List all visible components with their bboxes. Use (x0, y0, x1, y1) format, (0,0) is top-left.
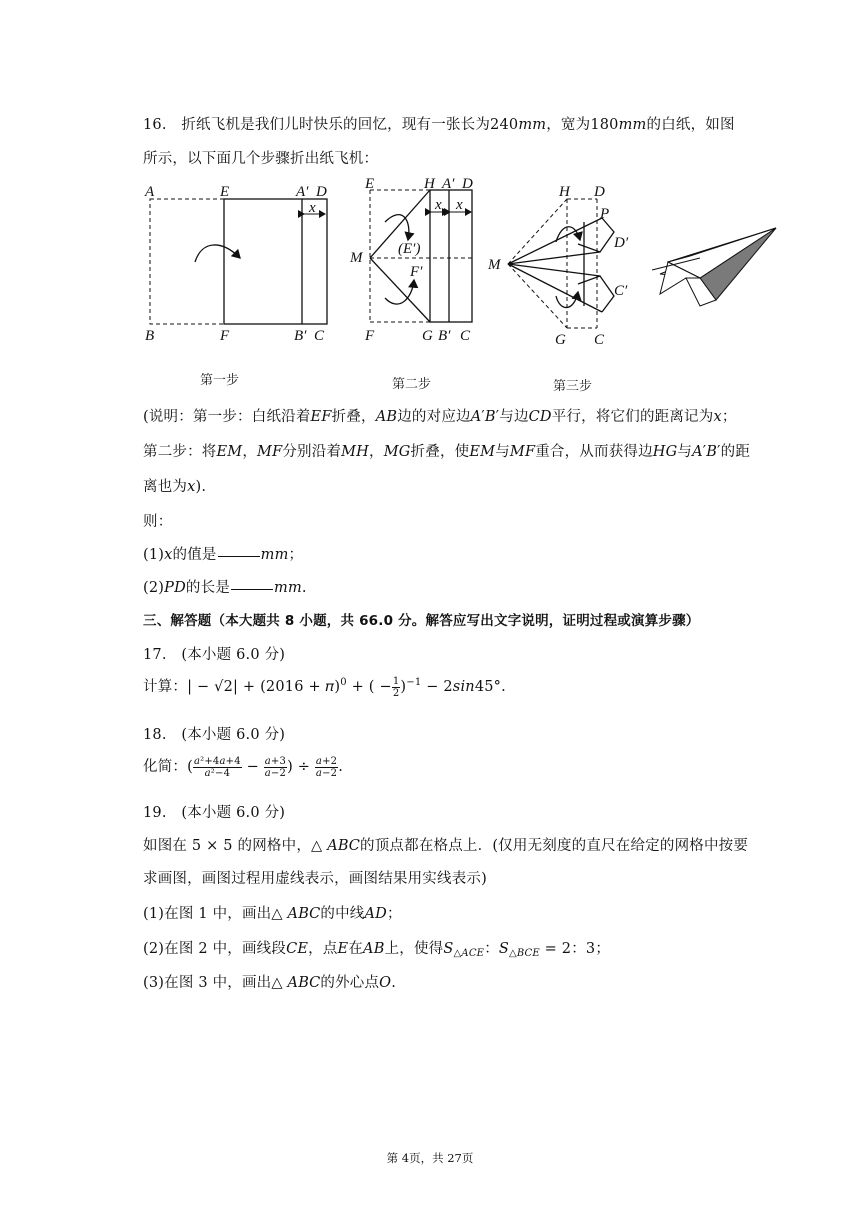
q17-term-b: + ( − (346, 679, 392, 695)
q18-fraction-2: $\frac{\text{𝑎+3}}{\text{𝑎−2}}$ (264, 755, 287, 779)
label-H: H (424, 176, 435, 192)
q19-item2-mid: ：𝑆 (484, 941, 510, 957)
label-G: G (422, 328, 433, 344)
q18-fraction-3: $\frac{\text{𝑎+2}}{\text{𝑎−2}}$ (315, 755, 338, 779)
q17-header: 17. (本小题 6.0 分) (143, 647, 286, 663)
label-F: F (365, 328, 375, 344)
q19-line1: 如图在 5 × 5 的网格中，△ 𝐴𝐵𝐶的顶点都在格点上．(仅用无刻度的直尺在给定的网格中按要 (143, 838, 749, 854)
q16-line1: 16. 折纸飞机是我们儿时快乐的回忆，现有一张长为240𝑚𝑚，宽为180𝑚𝑚的白纸，如图 (143, 117, 735, 133)
label-E: E (220, 184, 230, 200)
label-H: H (559, 184, 570, 200)
q19-line2: 求画图，画图过程用虚线表示，画图结果用实线表示) (143, 871, 487, 887)
step3-caption: 第三步 (553, 379, 593, 394)
q16-sub2 (143, 576, 307, 597)
q18-end: . (338, 759, 344, 775)
label-C: C (460, 328, 471, 344)
q19-item2-subscript-bce: △𝐵𝐶𝐸 (509, 948, 540, 959)
q17-term-c: ) (400, 679, 407, 695)
label-x: x (435, 197, 442, 213)
label-C: C (314, 328, 325, 344)
label-B-prime: B′ (294, 328, 307, 344)
q19-item1: (1)在图 1 中，画出△ 𝐴𝐵𝐶的中线𝐴𝐷； (143, 906, 402, 922)
step1-caption: 第一步 (200, 373, 240, 388)
label-D: D (316, 184, 327, 200)
label-G: G (555, 332, 566, 348)
q18-expression (143, 755, 343, 779)
q19-item2-ratio: = 2：3； (539, 941, 611, 957)
q17-exponent-zero: 0 (340, 677, 347, 688)
q16-sub1-prefix: (1)𝑥的值是 (143, 547, 217, 563)
label-D: D (594, 184, 605, 200)
q16-note-line3: 离也为𝑥). (143, 479, 207, 495)
label-C: C (594, 332, 605, 348)
q17-half-fraction: $\frac{1}{2}$ (392, 675, 400, 699)
step1-diagram (144, 184, 327, 388)
step3-diagram (487, 184, 629, 394)
q18-divide: ) ÷ (287, 759, 315, 775)
label-E-prime: (E′) (398, 241, 421, 257)
q17-term-a: | − √2| + (2016 + 𝜋) (187, 679, 341, 695)
q16-sub2-prefix: (2)𝑃𝐷的长是 (143, 580, 231, 596)
answer-blank[interactable] (218, 555, 260, 557)
label-M: M (350, 250, 363, 266)
q17-term-d: − 2𝑠𝑖𝑛45°. (421, 679, 506, 695)
q16-note-line1: (说明：第一步：白纸沿着𝐸𝐹折叠，𝐴𝐵边的对应边𝐴′𝐵′与边𝐶𝐷平行，将它们的距离记为𝑥； (143, 409, 737, 425)
step2-caption: 第二步 (392, 377, 432, 392)
step2-diagram (349, 176, 473, 392)
paper-plane-folding-figure (0, 170, 860, 400)
page-footer: 第 4页，共 27页 (386, 1151, 474, 1165)
paper-plane-drawing (652, 228, 776, 306)
label-B: B (145, 328, 155, 344)
label-A-prime: A′ (296, 184, 309, 200)
label-D: D (462, 176, 473, 192)
label-x: x (309, 200, 316, 216)
label-P: P (600, 206, 610, 222)
q18-minus: − (241, 759, 264, 775)
label-B-prime: B′ (438, 328, 451, 344)
label-A-prime: A′ (442, 176, 455, 192)
q19-item2-subscript-ace: △𝐴𝐶𝐸 (453, 948, 485, 959)
q18-prefix: 化简：( (143, 759, 193, 775)
answer-blank[interactable] (231, 588, 273, 590)
label-M: M (488, 257, 501, 273)
label-F: F (220, 328, 230, 344)
label-x: x (456, 197, 463, 213)
q16-sub1-unit: 𝑚𝑚； (260, 547, 304, 563)
q17-expression (143, 675, 506, 699)
q18-header: 18. (本小题 6.0 分) (143, 727, 286, 743)
q18-fraction-1: $\frac{\text{𝑎²+4𝑎+4}}{\text{𝑎²−4}}$ (193, 755, 241, 779)
label-E: E (365, 176, 375, 192)
q17-exponent-neg1: −1 (406, 677, 422, 688)
q19-item2-prefix: (2)在图 2 中，画线段𝐶𝐸，点𝐸在𝐴𝐵上，使得𝑆 (143, 941, 454, 957)
q16-sub2-unit: 𝑚𝑚. (274, 580, 307, 596)
label-C-prime: C′ (614, 283, 628, 299)
q17-prefix: 计算： (143, 679, 188, 695)
section3-heading: 三、解答题（本大题共 8 小题，共 66.0 分。解答应写出文字说明，证明过程或演算步骤） (143, 613, 700, 629)
q19-item2 (143, 937, 610, 959)
q16-note-line2: 第二步：将𝐸𝑀，𝑀𝐹分别沿着𝑀𝐻，𝑀𝐺折叠，使𝐸𝑀与𝑀𝐹重合，从而获得边𝐻𝐺与𝐴′𝐵′的距 (143, 444, 751, 460)
q19-header: 19. (本小题 6.0 分) (143, 805, 286, 821)
q16-line2: 所示，以下面几个步骤折出纸飞机： (143, 151, 379, 167)
label-A: A (145, 184, 155, 200)
label-F-prime: F′ (410, 264, 423, 280)
label-D-prime: D′ (614, 235, 629, 251)
q16-then: 则： (143, 514, 173, 530)
q16-sub1 (143, 543, 303, 564)
q19-item3: (3)在图 3 中，画出△ 𝐴𝐵𝐶的外心点𝑂. (143, 975, 397, 991)
